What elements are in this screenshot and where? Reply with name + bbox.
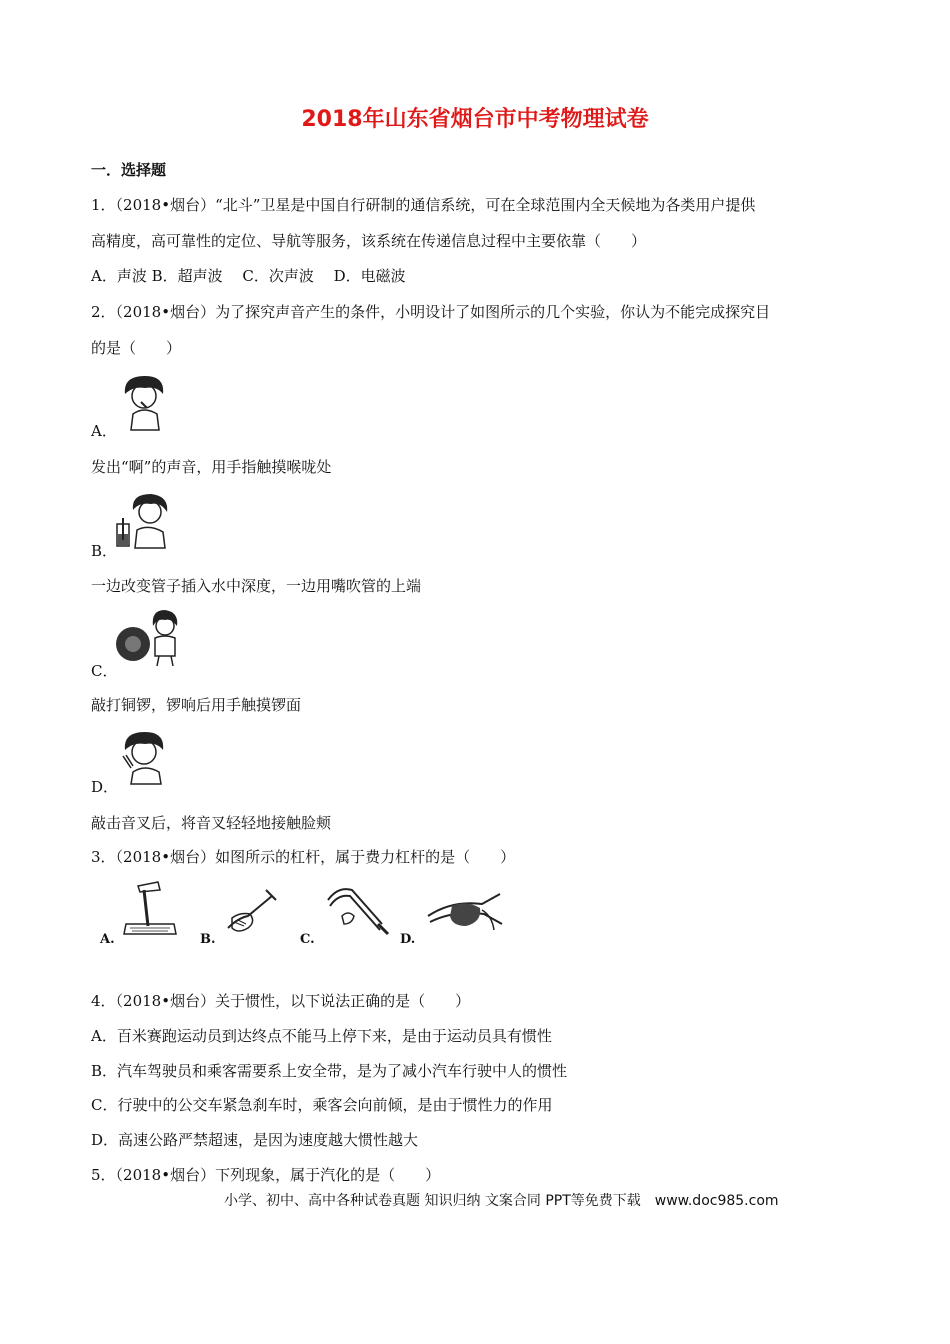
q3-line1: 3．（2018•烟台）如图所示的杠杆，属于费力杠杆的是（ ） <box>91 848 516 866</box>
page-title: 2018年山东省烟台市中考物理试卷 <box>301 107 649 132</box>
q2-option-b-desc: 一边改变管子插入水中深度，一边用嘴吹管的上端 <box>91 577 422 595</box>
q2-option-c-label: C． <box>91 662 118 680</box>
q2-option-b-label: B． <box>91 542 118 560</box>
q3-label-c: C. <box>300 932 315 947</box>
q2-figure-b-boy-tube <box>113 490 173 550</box>
q3-label-b: B. <box>200 932 216 947</box>
q2-option-a-label: A． <box>91 422 117 440</box>
q1-options: A．声波 B．超声波 C．次声波 D．电磁波 <box>91 267 406 285</box>
q3-label-d: D. <box>400 932 416 947</box>
page-footer: 小学、初中、高中各种试卷真题 知识归纳 文案合同 PPT等免费下载 www.doc985.com <box>224 1193 779 1209</box>
q5-line1: 5．（2018•烟台）下列现象，属于汽化的是（ ） <box>91 1166 441 1184</box>
q3-label-a: A. <box>100 932 115 947</box>
q1-line1: 1．（2018•烟台）“北斗”卫星是中国自行研制的通信系统，可在全球范围内全天候地为各类用户提供 <box>91 196 756 214</box>
q3-figure-d-tool <box>422 886 506 942</box>
q2-option-a-desc: 发出“啊”的声音，用手指触摸喉咙处 <box>91 458 332 476</box>
q3-figure-b-tool <box>220 882 280 942</box>
q2-line2: 的是（ ） <box>91 339 182 357</box>
q2-option-d-desc: 敲击音叉后，将音叉轻轻地接触脸颊 <box>91 814 332 832</box>
q1-line2: 高精度，高可靠性的定位、导航等服务，该系统在传递信息过程中主要依靠（ ） <box>91 232 647 250</box>
q2-option-c-desc: 敲打铜锣，锣响后用手触摸锣面 <box>91 696 302 714</box>
q2-figure-d-boy-fork <box>115 728 175 786</box>
q3-figure-a-tool <box>118 878 182 942</box>
section-heading: 一．选择题 <box>91 161 167 179</box>
q2-figure-a-boy-throat <box>117 372 173 432</box>
q4-option-c: C．行驶中的公交车紧急刹车时，乘客会向前倾，是由于惯性力的作用 <box>91 1096 553 1114</box>
q4-line1: 4．（2018•烟台）关于惯性，以下说法正确的是（ ） <box>91 992 471 1010</box>
q2-option-d-label: D． <box>91 778 119 796</box>
q4-option-a: A．百米赛跑运动员到达终点不能马上停下来，是由于运动员具有惯性 <box>91 1027 552 1045</box>
q2-figure-c-boy-gong <box>113 608 181 668</box>
q3-figure-c-tool <box>318 876 394 942</box>
q2-line1: 2．（2018•烟台）为了探究声音产生的条件，小明设计了如图所示的几个实验，你认为不能完成探究目 <box>91 303 771 321</box>
q4-option-b: B．汽车驾驶员和乘客需要系上安全带，是为了减小汽车行驶中人的惯性 <box>91 1062 568 1080</box>
q4-option-d: D．高速公路严禁超速，是因为速度越大惯性越大 <box>91 1131 419 1149</box>
